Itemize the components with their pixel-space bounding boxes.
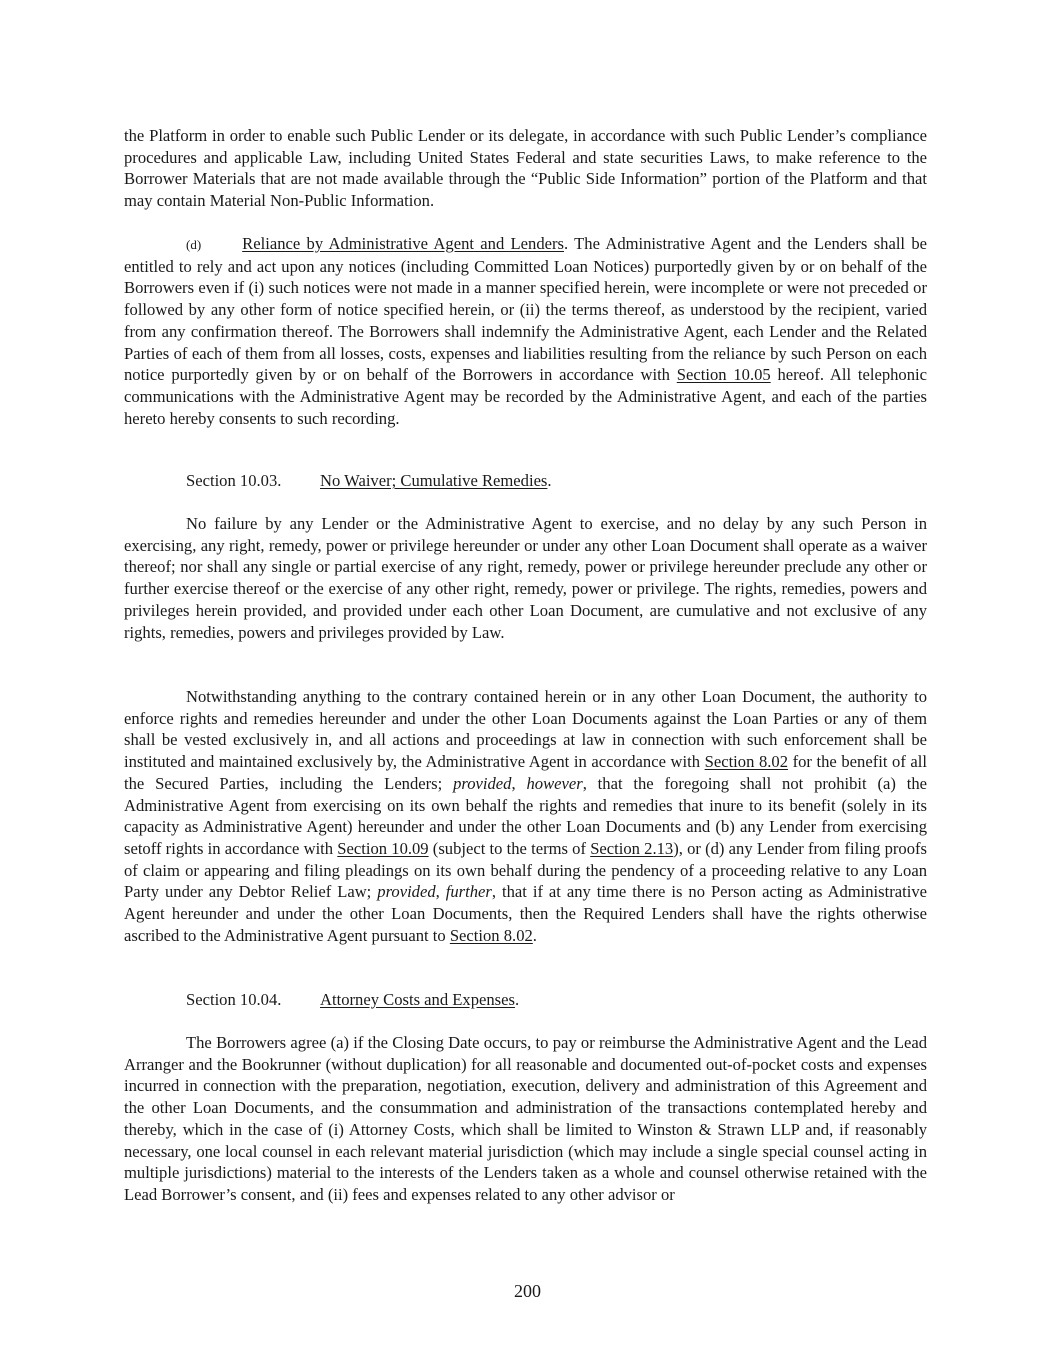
section-title: No Waiver; Cumulative Remedies [320, 471, 548, 490]
paragraph-attorney-costs: The Borrowers agree (a) if the Closing Date occurs, to pay or reimburse the Administrative Agent and the Lead Arranger and the Bookrunner (without duplication) for all reasonable and documented out-of-pocket costs and expenses incurred in connection with the preparation, negotiation, execution, delivery and administration of this Agreement and the other Loan Documents, and the consummation and administration of the transactions contemplated hereby and thereby, which in the case of (i) Attorney Costs, which shall be limited to Winston & Strawn LLP and, if reasonably necessary, one local counsel in each relevant material jurisdiction (which may include a single special counsel acting in multiple jurisdictions) material to the interests of the Lenders taken as a whole and counsel otherwise retained with the Lead Borrower’s consent, and (ii) fees and expenses related to any other advisor or [124, 1033, 927, 1204]
cross-reference-link[interactable]: Section 2.13 [590, 838, 674, 858]
section-number: Section 10.04. [186, 990, 282, 1009]
page-number: 200 [514, 1281, 541, 1301]
paragraph-no-waiver: No failure by any Lender or the Administrative Agent to exercise, and no delay by any such Person in exercising, any right, remedy, power or privilege hereunder or under any other Loan Document shall operate as a waiver thereof; nor shall any single or partial exercise of any right, remedy, power or privilege hereunder preclude any other or further exercise thereof or the exercise of any other right, remedy, power or privilege. The rights, remedies, powers and privileges herein provided, and provided under each other Loan Document, are cumulative and not exclusive of any rights, remedies, powers and privileges provided by Law. [124, 514, 927, 642]
clause-title-reliance: Reliance by Administrative Agent and Lenders [242, 234, 564, 253]
cross-reference-link[interactable]: Section 10.05 [676, 365, 771, 385]
section-heading-10-04: Section 10.04. Attorney Costs and Expenses. [186, 990, 520, 1009]
paragraph-platform-continuation: the Platform in order to enable such Public Lender or its delegate, in accordance with such Public Lender’s compliance procedures and applicable Law, including United States Federal and state securities Laws, to make reference to the Borrower Materials that are not made available through the “Public Side Information” portion of the Platform and that may contain Material Non-Public Information. [124, 126, 927, 211]
paragraph-notwithstanding: Notwithstanding anything to the contrary contained herein or in any other Loan Document, the authority to enforce rights and remedies hereunder and under the other Loan Documents against the Loan Parties or any of them shall be vested exclusively in, and all actions and proceedings at law in connection with such enforcement shall be instituted and maintained exclusively by, the Administrative Agent in accordance with Section 8.02 for the benefit of all the Secured Parties, including the Lenders; provided, however, that the foregoing shall not prohibit (a) the Administrative Agent from exercising on its own behalf the rights and remedies that inure to its benefit (solely in its capacity as Administrative Agent) hereunder and under the other Loan Documents and (b) any Lender from exercising setoff rights in accordance with Section 10.09 (subject to the terms of Section 2.13), or (d) any Lender from filing proofs of claim or appearing and filing pleadings on its own behalf during the pendency of a proceeding relative to any Loan Party under any Debtor Relief Law; provided, further, that if at any time there is no Person acting as Administrative Agent hereunder and under the other Loan Documents, then the Required Lenders shall have the rights otherwise ascribed to the Administrative Agent pursuant to Section 8.02. [124, 687, 928, 945]
cross-reference-link[interactable]: Section 8.02 [449, 925, 533, 945]
clause-label: (d) [186, 237, 202, 252]
cross-reference-link[interactable]: Section 8.02 [704, 752, 789, 772]
section-title: Attorney Costs and Expenses [320, 990, 515, 1009]
section-number: Section 10.03. [186, 471, 282, 490]
cross-reference-link[interactable]: Section 10.09 [337, 838, 429, 858]
paragraph-reliance: (d) Reliance by Administrative Agent and Lenders. The Administrative Agent and the Lenders shall be entitled to rely and act upon any notices (including Committed Loan Notices) purportedly given by or on behalf of the Borrowers even if (i) such notices were not made in a manner specified herein, were incomplete or were not preceded or followed by any other form of notice specified herein, or (ii) the terms thereof, as understood by the recipient, varied from any confirmation thereof. The Borrowers shall indemnify the Administrative Agent, each Lender and the Related Parties of each of them from all losses, costs, expenses and liabilities resulting from the reliance by such Person on each notice purportedly given by or on behalf of the Borrowers in accordance with Section 10.05 hereof. All telephonic communications with the Administrative Agent may be recorded by the Administrative Agent, and each of the parties hereto hereby consents to such recording. [124, 234, 927, 428]
section-heading-10-03: Section 10.03. No Waiver; Cumulative Remedies. [186, 471, 552, 490]
